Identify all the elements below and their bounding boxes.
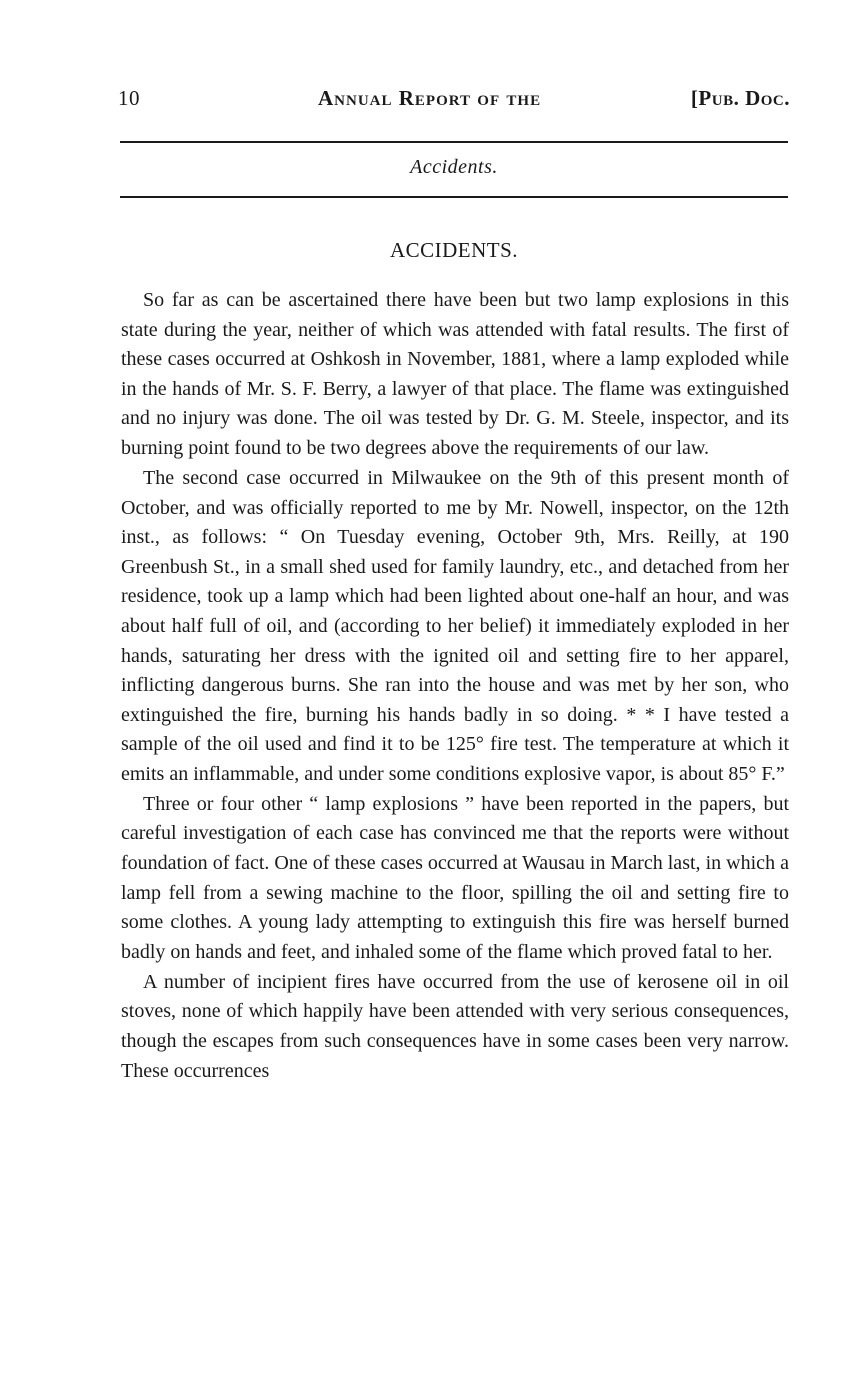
section-caption: Accidents. <box>410 156 498 178</box>
running-header <box>118 86 790 116</box>
header-rule-top <box>120 141 788 143</box>
page-number: 10 <box>118 86 140 110</box>
paragraph-2: The second case occurred in Milwaukee on the 9th of this present month of October, and was officially reported to me by Mr. Nowell, inspector, on the 12th inst., as follows: “ On Tuesday evening, October 9th, Mrs. Reilly, at 190 Greenbush St., in a small shed used for family laundry, etc., and detached from her residence, took up a lamp which had been lighted about one-half an hour, and was about half full of oil, and (according to her belief) it immediately exploded in her hands, saturating her dress with the ignited oil and setting fire to her apparel, inflicting dangerous burns. She ran into the house and was met by her son, who extinguished the fire, burning his hands badly in so doing. * * I have tested a sample of the oil used and find it to be 125° fire test. The temperature at which it emits an inflammable, and under some conditions explosive vapor, is about 85° F.” <box>121 466 789 785</box>
paragraph-1: So far as can be ascertained there have been but two lamp explosions in this state during the year, neither of which was attended with fatal results. The first of these cases occurred at Oshkosh in November, 1881, where a lamp exploded while in the hands of Mr. S. F. Berry, a lawyer of that place. The flame was extinguished and no injury was done. The oil was tested by Dr. G. M. Steele, inspector, and its burning point found to be two degrees above the requirements of our law. <box>121 289 789 459</box>
report-title: Annual Report of the <box>318 86 542 110</box>
header-rule-bottom <box>120 196 788 198</box>
body-text <box>121 286 789 1087</box>
paragraph-3: Three or four other “ lamp explosions ” have been reported in the papers, but careful investigation of each case has convinced me that the reports were without foundation of fact. One of these cases occurred at Wausau in March last, in which a lamp fell from a sewing machine to the floor, spilling the oil and setting fire to some clothes. A young lady attempting to extinguish this fire was herself burned badly on hands and feet, and inhaled some of the flame which proved fatal to her. <box>121 792 789 963</box>
document-type: [Pub. Doc. <box>690 86 790 110</box>
section-heading: ACCIDENTS. <box>389 238 519 262</box>
paragraph-4: A number of incipient fires have occurred from the use of kerosene oil in oil stoves, none of which happily have been attended with very serious consequences, though the escapes from such consequences have in some cases been very narrow. These occurrences <box>121 970 789 1082</box>
